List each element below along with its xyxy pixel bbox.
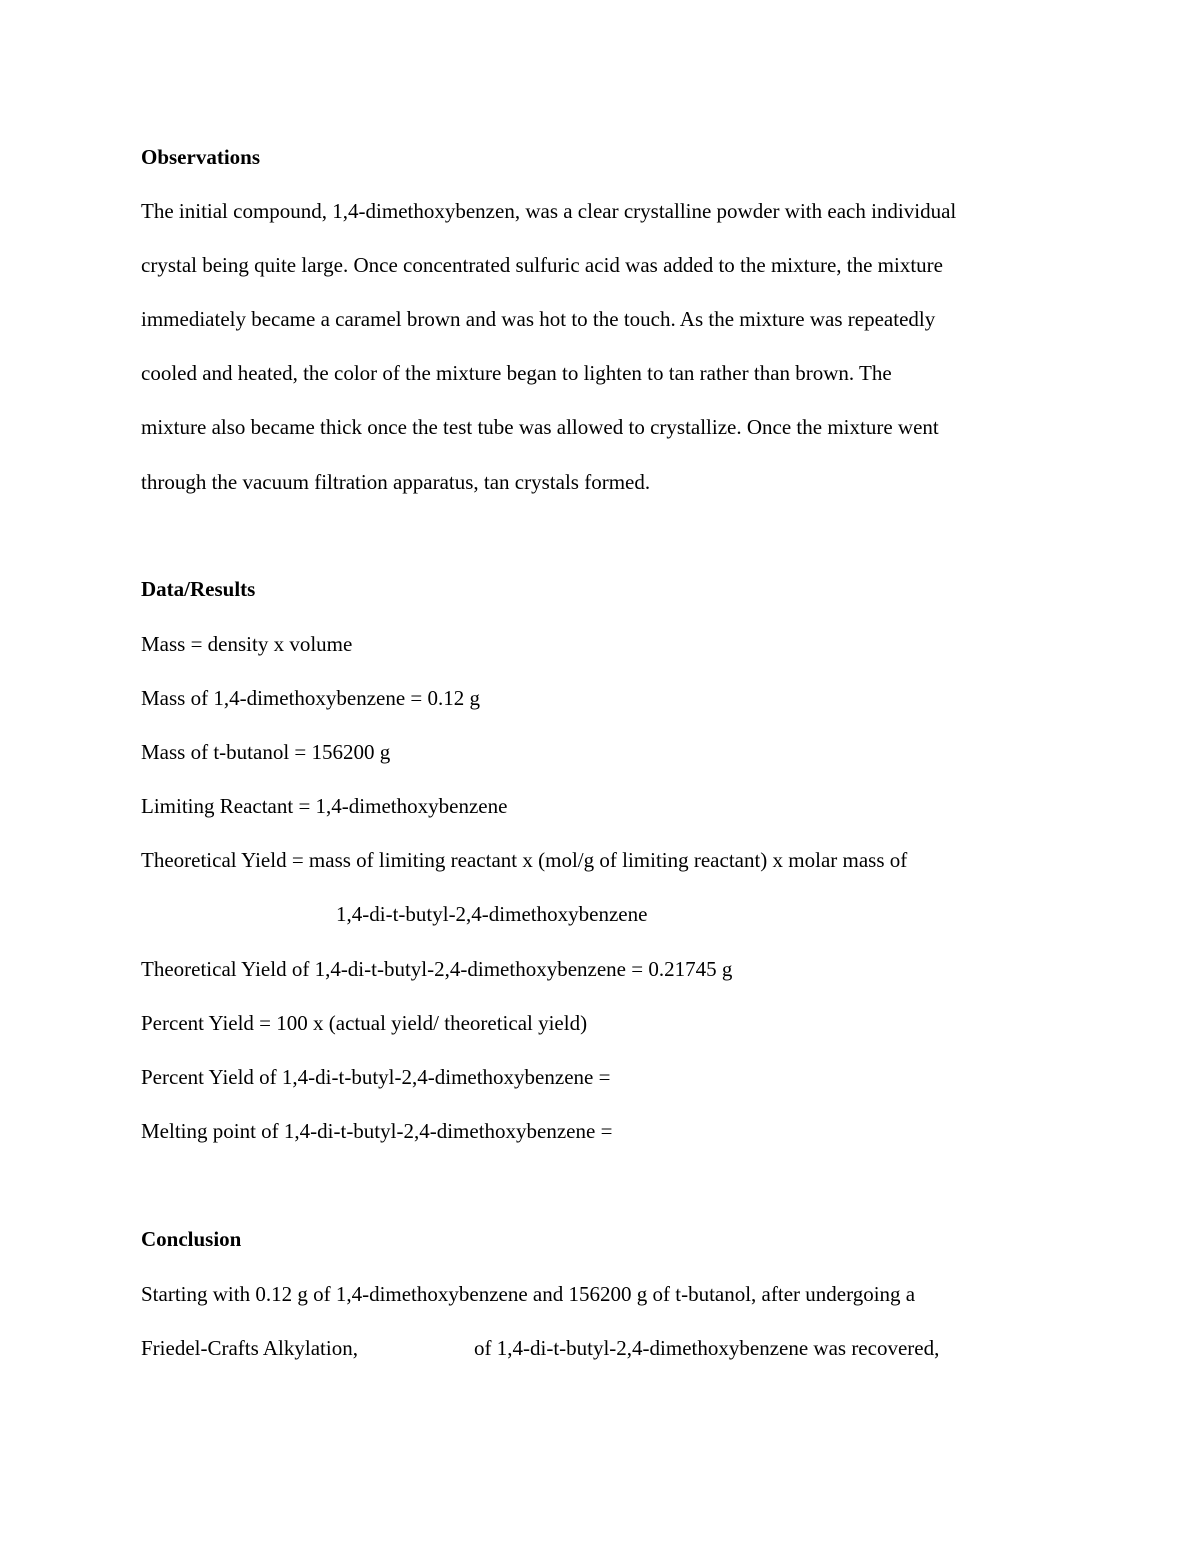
observations-line: mixture also became thick once the test tube was allowed to crystallize. Once the mixture went bbox=[141, 415, 939, 439]
data-line: Limiting Reactant = 1,4-dimethoxybenzene bbox=[141, 794, 508, 818]
conclusion-line-2-start: Friedel-Crafts Alkylation, bbox=[141, 1336, 358, 1360]
data-line: Mass of 1,4-dimethoxybenzene = 0.12 g bbox=[141, 686, 481, 710]
data-line: Theoretical Yield of 1,4-di-t-butyl-2,4-dimethoxybenzene = 0.21745 g bbox=[141, 957, 733, 981]
data-line: Mass of t-butanol = 156200 g bbox=[141, 740, 391, 764]
conclusion-line-2-end: of 1,4-di-t-butyl-2,4-dimethoxybenzene was recovered, bbox=[474, 1336, 940, 1360]
data-results-heading: Data/Results bbox=[141, 577, 256, 601]
data-line-continuation: 1,4-di-t-butyl-2,4-dimethoxybenzene bbox=[336, 902, 648, 926]
observations-line: immediately became a caramel brown and was hot to the touch. As the mixture was repeatedly bbox=[141, 307, 936, 331]
observations-line: The initial compound, 1,4-dimethoxybenzen, was a clear crystalline powder with each individual bbox=[141, 199, 957, 223]
data-line: Melting point of 1,4-di-t-butyl-2,4-dimethoxybenzene = bbox=[141, 1119, 613, 1143]
observations-heading: Observations bbox=[141, 145, 261, 169]
data-line: Percent Yield of 1,4-di-t-butyl-2,4-dimethoxybenzene = bbox=[141, 1065, 611, 1089]
observations-line: cooled and heated, the color of the mixture began to lighten to tan rather than brown. The bbox=[141, 361, 892, 385]
conclusion-heading: Conclusion bbox=[141, 1227, 242, 1251]
data-line: Theoretical Yield = mass of limiting reactant x (mol/g of limiting reactant) x molar mass of bbox=[141, 848, 908, 872]
data-line: Mass = density x volume bbox=[141, 632, 353, 656]
observations-line: through the vacuum filtration apparatus, tan crystals formed. bbox=[141, 470, 651, 494]
data-line: Percent Yield = 100 x (actual yield/ theoretical yield) bbox=[141, 1011, 588, 1035]
conclusion-line: Starting with 0.12 g of 1,4-dimethoxybenzene and 156200 g of t-butanol, after undergoing a bbox=[141, 1282, 916, 1306]
observations-line: crystal being quite large. Once concentrated sulfuric acid was added to the mixture, the mixture bbox=[141, 253, 943, 277]
